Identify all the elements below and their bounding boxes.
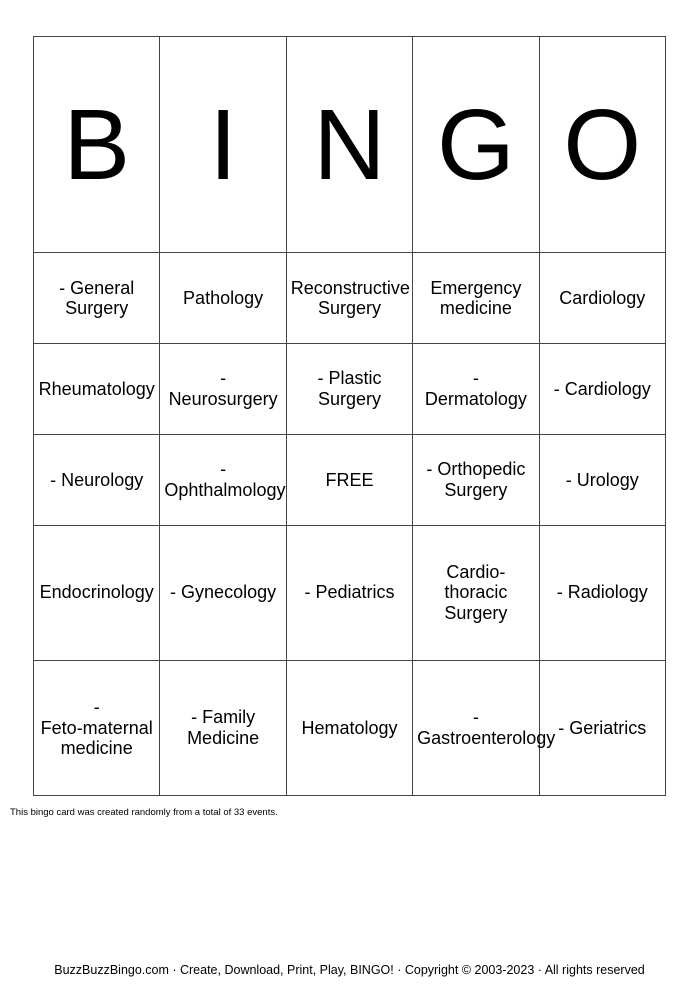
bingo-cell: [160, 253, 286, 344]
bingo-row: [34, 434, 666, 525]
header-letter-o: O: [539, 37, 665, 253]
bingo-cell-text: - Neurology: [50, 469, 144, 490]
bingo-cell: [413, 434, 539, 525]
bingo-cell-text: - General: [59, 277, 135, 298]
bingo-cell-text: Reconstructive: [290, 277, 410, 298]
bingo-cell: [34, 434, 160, 525]
bingo-cell: [286, 434, 412, 525]
bingo-cell-text: Neurosurgery: [168, 389, 278, 410]
bingo-cell: [286, 525, 412, 660]
header-letter-n: N: [286, 37, 412, 253]
bingo-cell: [160, 434, 286, 525]
bingo-cell-text: medicine: [60, 738, 133, 759]
bingo-cell-text: Cardio-thoracic: [444, 561, 508, 603]
bingo-cell-text: -: [472, 707, 479, 728]
header-letter-b: B: [34, 37, 160, 253]
bingo-cell-text: Rheumatology: [38, 378, 155, 399]
bingo-cell-text: Dermatology: [424, 389, 527, 410]
bingo-cell: [413, 525, 539, 660]
bingo-cell: [160, 525, 286, 660]
header-letter-i: I: [160, 37, 286, 253]
bingo-cell: [413, 344, 539, 435]
bingo-cell-text: - Plastic: [317, 368, 382, 389]
bingo-row: [34, 525, 666, 660]
bingo-cell-text: Hematology: [301, 717, 398, 738]
bingo-cell: [34, 660, 160, 795]
bingo-cell-text: Endocrinology: [39, 582, 154, 603]
bingo-cell: [539, 344, 665, 435]
bingo-cell-text: -: [220, 368, 227, 389]
bingo-cell-text: -: [93, 696, 100, 717]
bingo-cell-text: Surgery: [444, 479, 508, 500]
bingo-row: [34, 344, 666, 435]
bingo-cell-text: - Pediatrics: [304, 582, 395, 603]
bingo-cell-text: FREE: [325, 469, 374, 490]
bingo-cell-text: medicine: [439, 298, 512, 319]
bingo-cell: [286, 660, 412, 795]
bingo-cell: [539, 253, 665, 344]
bingo-cell: [539, 434, 665, 525]
site-footer: BuzzBuzzBingo.com · Create, Download, Print, Play, BINGO! · Copyright © 2003-2023 · All rights reserved: [54, 963, 645, 977]
bingo-cell-text: Medicine: [187, 727, 260, 748]
bingo-cell-text: - Gynecology: [170, 582, 277, 603]
bingo-cell: [539, 660, 665, 795]
bingo-card-body: [34, 37, 666, 796]
bingo-card: [33, 36, 666, 796]
bingo-cell: [34, 344, 160, 435]
bingo-row: [34, 253, 666, 344]
bingo-cell: [413, 660, 556, 795]
bingo-cell: [413, 253, 539, 344]
bingo-cell-text: Gastroenterology: [417, 727, 556, 748]
bingo-cell-text: Cardiology: [559, 287, 646, 308]
bingo-cell-text: -: [220, 459, 227, 480]
bingo-cell-text: Emergency: [430, 277, 522, 298]
bingo-cell: [34, 253, 160, 344]
bingo-cell: [160, 660, 286, 795]
bingo-cell-text: - Orthopedic: [426, 459, 526, 480]
bingo-cell-text: Surgery: [65, 298, 129, 319]
bingo-cell: [286, 253, 412, 344]
bingo-cell-text: - Cardiology: [553, 378, 651, 399]
bingo-cell-text: Pathology: [183, 287, 264, 308]
bingo-cell-text: - Radiology: [556, 582, 648, 603]
header-letter-g: G: [413, 37, 539, 253]
bingo-cell-text: - Urology: [565, 469, 639, 490]
bingo-cell-text: - Geriatrics: [558, 717, 647, 738]
bingo-cell-text: Surgery: [317, 298, 381, 319]
bingo-cell-text: Surgery: [444, 603, 508, 624]
bingo-header-row: [34, 37, 666, 253]
bingo-cell-text: Feto-maternal: [40, 717, 153, 738]
bingo-cell-text: Surgery: [317, 389, 381, 410]
bingo-cell: [539, 525, 665, 660]
bingo-cell: [286, 344, 412, 435]
bingo-cell: [160, 344, 286, 435]
card-generation-note: This bingo card was created randomly from a total of 33 events.: [10, 807, 278, 818]
bingo-row: [34, 660, 666, 795]
bingo-cell-text: - Family: [191, 707, 256, 728]
bingo-cell: [34, 525, 160, 660]
bingo-cell-text: Ophthalmology: [164, 479, 286, 500]
bingo-cell-text: -: [472, 368, 479, 389]
